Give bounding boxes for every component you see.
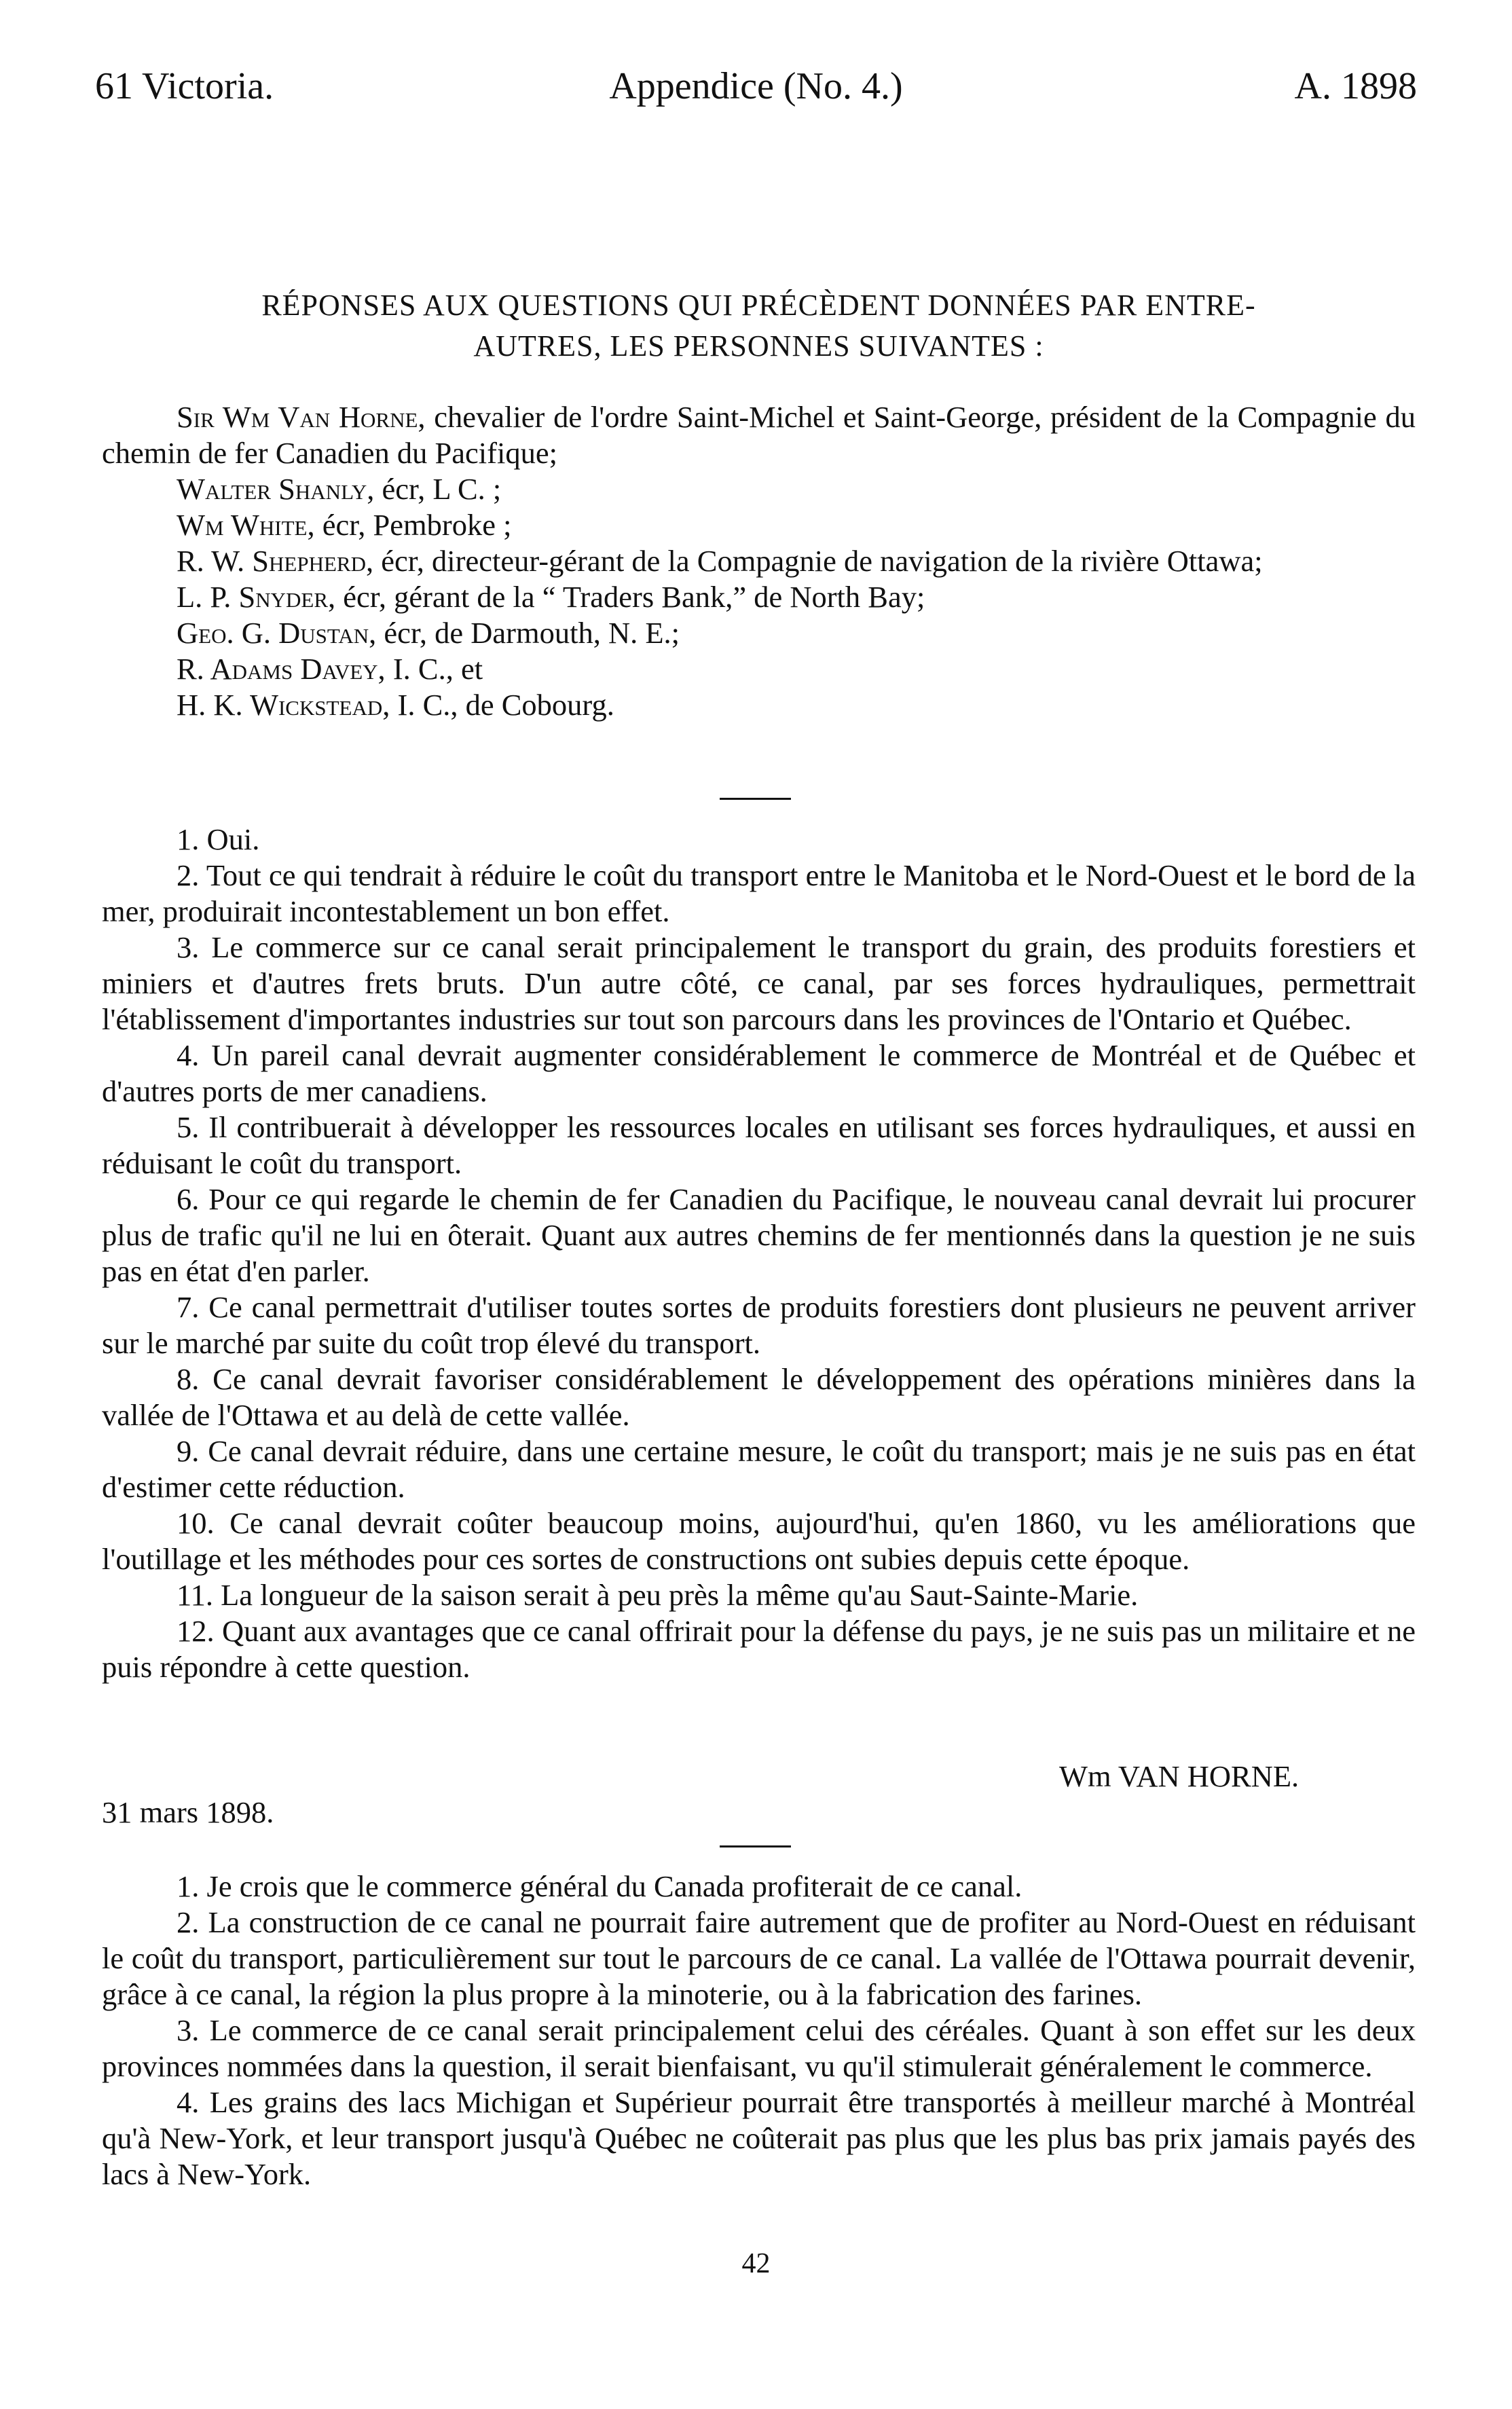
respondent — [102, 507, 1416, 543]
respondent — [102, 651, 1416, 687]
page-number: 42 — [741, 2248, 771, 2279]
answer-paragraph: 9. Ce canal devrait réduire, dans une certaine mesure, le coût du transport; mais je ne suis pas en état d'estimer cette réduction. — [102, 1434, 1416, 1504]
respondent — [102, 471, 1416, 507]
respondent-name: Wm White, — [177, 508, 315, 542]
respondent-name: Walter Shanly, — [177, 472, 375, 506]
respondent-description: écr, de Darmouth, N. E.; — [376, 616, 680, 650]
respondent — [102, 543, 1416, 579]
answer-paragraph: 2. La construction de ce canal ne pourrait faire autrement que de profiter au Nord-Ouest en réduisant le coût du transport, particulièrement sur tout le parcours de ce canal. La vallée de l'Ottawa pourrait devenir, grâce à ce canal, la région la plus propre à la minoterie, ou à la fabrication des farines. — [102, 1905, 1416, 2011]
letter-date: 31 mars 1898. — [102, 1795, 274, 1829]
answer-paragraph: 6. Pour ce qui regarde le chemin de fer Canadien du Pacifique, le nouveau canal devrait lui procurer plus de trafic qu'il ne lui en ôterait. Quant aux autres chemins de fer mentionnés dans la question je ne suis pas en état d'en parler. — [102, 1182, 1416, 1288]
respondent-name: Geo. G. Dustan, — [177, 616, 377, 650]
respondent-description: I. C., et — [385, 652, 483, 686]
heading-line-2: AUTRES, LES PERSONNES SUIVANTES : — [473, 329, 1044, 363]
header-session: 61 Victoria. — [95, 65, 274, 107]
answer-paragraph: 12. Quant aux avantages que ce canal offrirait pour la défense du pays, je ne suis pas un militaire et ne puis répondre à cette question. — [102, 1614, 1416, 1684]
answers-second-respondent — [102, 1869, 1416, 2192]
answer-paragraph: 1. Oui. — [177, 822, 260, 856]
respondents-list — [102, 399, 1416, 723]
answer-paragraph: 5. Il contribuerait à développer les ressources locales en utilisant ses forces hydrauliques, et aussi en réduisant le coût du transport. — [102, 1110, 1416, 1180]
header-appendix: Appendice (No. 4.) — [609, 65, 903, 107]
respondent — [102, 687, 1416, 723]
respondent — [102, 615, 1416, 651]
answer-paragraph: 2. Tout ce qui tendrait à réduire le coût du transport entre le Manitoba et le Nord-Ouest et le bord de la mer, produirait incontestablement un bon effet. — [102, 858, 1416, 928]
running-header — [95, 56, 1417, 117]
answer-paragraph: 7. Ce canal permettrait d'utiliser toutes sortes de produits forestiers dont plusieurs ne peuvent arriver sur le marché par suite du coût trop élevé du transport. — [102, 1290, 1416, 1360]
answer-paragraph: 4. Les grains des lacs Michigan et Supérieur pourrait être transportés à meilleur marché à Montréal qu'à New-York, et leur transport jusqu'à Québec ne coûterait pas plus que les plus bas prix jamais payés des lacs à New-York. — [102, 2085, 1416, 2191]
heading-line-1: RÉPONSES AUX QUESTIONS QUI PRÉCÈDENT DONNÉES PAR ENTRE- — [261, 289, 1256, 322]
respondent — [102, 579, 1416, 615]
answer-paragraph: 1. Je crois que le commerce général du Canada profiterait de ce canal. — [177, 1869, 1022, 1903]
respondent — [102, 399, 1416, 471]
section-divider — [720, 1845, 791, 1847]
answer-paragraph: 3. Le commerce de ce canal serait principalement celui des céréales. Quant à son effet sur les deux provinces nommées dans la question, il serait bienfaisant, vu qu'il stimulerait généralement le commerce. — [102, 2013, 1416, 2083]
header-year: A. 1898 — [1294, 65, 1417, 107]
answer-paragraph: 8. Ce canal devrait favoriser considérablement le développement des opérations minières dans la vallée de l'Ottawa et au delà de cette vallée. — [102, 1362, 1416, 1432]
respondent-description: I. C., de Cobourg. — [390, 688, 614, 722]
section-heading — [102, 285, 1416, 367]
respondent-description: écr, gérant de la “ Traders Bank,” de North Bay; — [335, 580, 925, 614]
respondent-name: H. K. Wickstead, — [177, 688, 390, 722]
respondent-name: R. W. Shepherd, — [177, 544, 374, 578]
respondent-description: écr, directeur-gérant de la Compagnie de navigation de la rivière Ottawa; — [373, 544, 1263, 578]
respondent-description: chevalier de l'ordre Saint-Michel et Saint-George, président de la Compagnie du chemin de fer Canadien du Pacifique; — [102, 400, 1416, 470]
section-divider — [720, 798, 791, 800]
respondent-name: L. P. Snyder, — [177, 580, 336, 614]
respondent-name: Sir Wm Van Horne, — [177, 400, 426, 434]
answer-paragraph: 4. Un pareil canal devrait augmenter considérablement le commerce de Montréal et de Québec et d'autres ports de mer canadiens. — [102, 1038, 1416, 1108]
answer-paragraph: 10. Ce canal devrait coûter beaucoup moins, aujourd'hui, qu'en 1860, vu les améliorations que l'outillage et les méthodes pour ces sortes de constructions ont subies depuis cette époque. — [102, 1506, 1416, 1576]
respondent-description: écr, L C. ; — [374, 472, 502, 506]
answer-paragraph: 3. Le commerce sur ce canal serait principalement le transport du grain, des produits forestiers et miniers et d'autres frets bruts. D'un autre côté, ce canal, par ses forces hydrauliques, permettrait l'établissement d'importantes industries sur tout son parcours dans les provinces de l'Ontario et Québec. — [102, 930, 1416, 1036]
answers-van-horne — [102, 822, 1416, 1685]
signature: Wm VAN HORNE. — [1059, 1759, 1299, 1793]
respondent-description: écr, Pembroke ; — [314, 508, 512, 542]
respondent-name: R. Adams Davey, — [177, 652, 386, 686]
answer-paragraph: 11. La longueur de la saison serait à peu près la même qu'au Saut-Sainte-Marie. — [177, 1578, 1139, 1612]
